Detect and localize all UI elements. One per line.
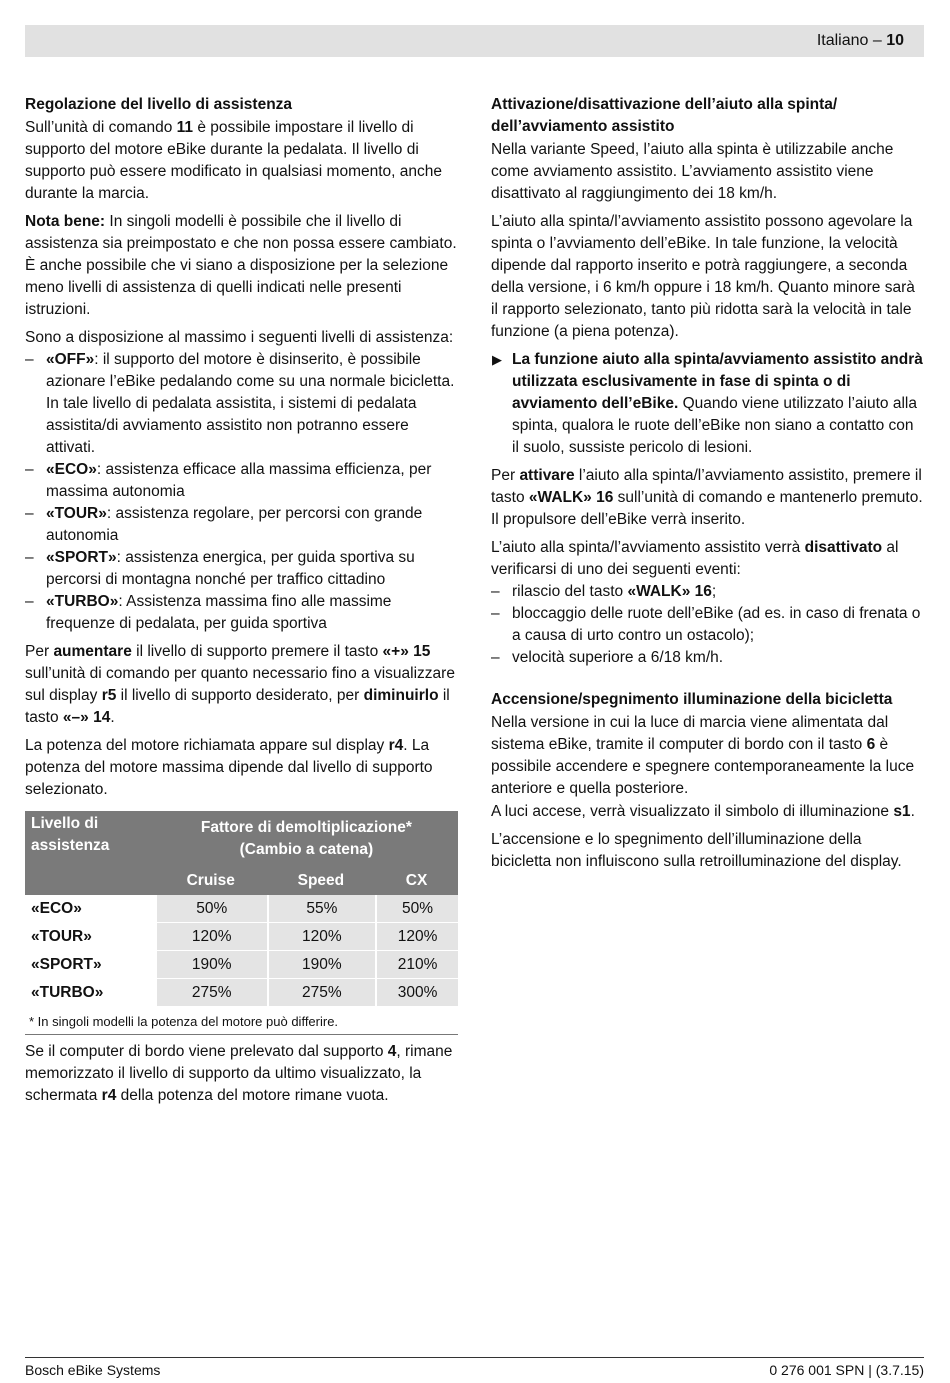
list-item: – «SPORT»: assistenza energica, per guida sportiva su percorsi di montagna nonché per traffico cittadino	[25, 547, 458, 591]
footer-document-code: 0 276 001 SPN | (3.7.15)	[769, 1362, 924, 1378]
table-cell: 50%	[375, 895, 458, 923]
table-cell: 120%	[267, 923, 375, 951]
table-cell: 275%	[267, 979, 375, 1007]
list-item: – bloccaggio delle ruote dell’eBike (ad es. in caso di frenata o a causa di urto contro un ostacolo);	[491, 603, 924, 647]
table-row	[25, 895, 458, 923]
table-footnote: * In singoli modelli la potenza del motore può differire.	[25, 1007, 458, 1035]
assistance-factor-table	[25, 811, 458, 1007]
list-item: – «TURBO»: Assistenza massima fino alle massime frequenze di pedalata, per guida sportiva	[25, 591, 458, 635]
table-subheader-cruise: Cruise	[155, 867, 267, 895]
section-title-lighting: Accensione/spegnimento illuminazione della bicicletta	[491, 691, 893, 708]
paragraph-levels-intro: Sono a disposizione al massimo i seguenti livelli di assistenza:	[25, 329, 454, 346]
warning-item: ▶ La funzione aiuto alla spinta/avviamento assistito andrà utilizzata esclusivamente in fase di spinta o di avviamento dell’eBike. Quando viene utilizzato l’aiuto alla spinta, qualora le ruote dell’eBike non siano a contatto con il suolo, sussiste pericolo di lesioni.	[492, 351, 923, 456]
paragraph-motor-power: La potenza del motore richiamata appare sul display r4. La potenza del motore massima dipende dal livello di supporto selezionato.	[25, 737, 433, 798]
list-item: – rilascio del tasto «WALK» 16;	[491, 581, 924, 603]
table-cell-level: «TOUR»	[25, 923, 155, 951]
page-number: 10	[886, 32, 904, 49]
paragraph-note: Nota bene: In singoli modelli è possibile che il livello di assistenza sia preimpostato e che non possa essere cambiato. È anche possibile che vi siano a disposizione per la selezione meno livelli di assistenza di quelli indicati nelle presenti istruzioni.	[25, 213, 457, 318]
footer-brand: Bosch eBike Systems	[25, 1362, 161, 1378]
deactivation-events-list	[491, 581, 924, 669]
paragraph-increase-decrease: Per aumentare il livello di supporto premere il tasto «+» 15 sull’unità di comando per quanto necessario fino a visualizzare sul display r5 il livello di supporto desiderato, per diminuirlo il tasto «–» 14.	[25, 643, 455, 726]
paragraph-push-assist-speed: L’aiuto alla spinta/l’avviamento assistito possono agevolare la spinta o l’avviamento dell’eBike. In tale funzione, la velocità dipende dal rapporto inserito e potrà raggiungere, a seconda della versione, i 6 km/h oppure i 18 km/h. Quanto minore sarà il rapporto selezionato, tanto più ridotta sarà la velocità in tale funzione (a piena potenza).	[491, 213, 915, 340]
table-cell: 210%	[375, 951, 458, 979]
table-cell: 190%	[267, 951, 375, 979]
triangle-bullet-icon: ▶	[492, 352, 502, 367]
paragraph-removed-computer: Se il computer di bordo viene prelevato dal supporto 4, rimane memorizzato il livello di supporto da ultimo visualizzato, la schermata r4 della potenza del motore rimane vuota.	[25, 1043, 453, 1104]
page-header	[25, 25, 924, 57]
paragraph-activate: Per attivare l’aiuto alla spinta/l’avviamento assistito, premere il tasto «WALK» 16 sull’unità di comando e mantenerlo premuto. Il propulsore dell’eBike verrà inserito.	[491, 467, 923, 528]
table-cell: 300%	[375, 979, 458, 1007]
table-subheader-cx: CX	[375, 867, 458, 895]
table-row	[25, 951, 458, 979]
paragraph-lighting-3: L’accensione e lo spegnimento dell’illuminazione della bicicletta non influiscono sulla retroilluminazione del display.	[491, 831, 902, 870]
left-column	[25, 94, 458, 1107]
paragraph-assistance-intro: Sull’unità di comando 11 è possibile impostare il livello di supporto del motore eBike durante la pedalata. Il livello di supporto può essere modificato in qualsiasi momento, anche durante la marcia.	[25, 119, 443, 202]
table-cell: 275%	[155, 979, 267, 1007]
header-language: Italiano	[816, 32, 869, 49]
table-cell-level: «ECO»	[25, 895, 155, 923]
footer-divider	[25, 1357, 924, 1358]
table-header-factor: Fattore di demoltiplicazione* (Cambio a catena)	[155, 811, 458, 867]
table-cell: 120%	[375, 923, 458, 951]
table-cell: 120%	[155, 923, 267, 951]
table-row	[25, 979, 458, 1007]
paragraph-speed-variant: Nella variante Speed, l’aiuto alla spinta è utilizzabile anche come avviamento assistito. L’avviamento assistito viene disattivato al raggiungimento dei 18 km/h.	[491, 141, 894, 202]
paragraph-deactivate: L’aiuto alla spinta/l’avviamento assistito verrà disattivato al verificarsi di uno dei seguenti eventi:	[491, 539, 899, 578]
list-item: – «ECO»: assistenza efficace alla massima efficienza, per massima autonomia	[25, 459, 458, 503]
table-row	[25, 923, 458, 951]
table-cell: 50%	[155, 895, 267, 923]
header-separator: –	[868, 32, 887, 49]
table-cell: 55%	[267, 895, 375, 923]
paragraph-lighting-1: Nella versione in cui la luce di marcia viene alimentata dal sistema eBike, tramite il computer di bordo con il tasto 6 è possibile accendere e spegnere contemporaneamente la luce anteriore e quella posteriore.	[491, 714, 915, 797]
header-page-label	[817, 30, 904, 52]
right-column	[491, 94, 924, 873]
table-header-level: Livello di assistenza	[25, 811, 155, 895]
table-subheader-speed: Speed	[267, 867, 375, 895]
table-cell: 190%	[155, 951, 267, 979]
list-item: – «OFF»: il supporto del motore è disinserito, è possibile azionare l’eBike pedalando come su una normale bicicletta. In tale livello di pedalata assistita, i sistemi di pedalata assistita/di avviamento assistito non potranno essere attivati.	[25, 349, 458, 459]
paragraph-lighting-2: A luci accese, verrà visualizzato il simbolo di illuminazione s1.	[491, 803, 915, 820]
list-item: – «TOUR»: assistenza regolare, per percorsi con grande autonomia	[25, 503, 458, 547]
list-item: – velocità superiore a 6/18 km/h.	[491, 647, 924, 669]
assistance-levels-list	[25, 349, 458, 635]
table-cell-level: «TURBO»	[25, 979, 155, 1007]
section-title-assistance-level: Regolazione del livello di assistenza	[25, 96, 293, 113]
section-title-push-assist: Attivazione/disattivazione dell’aiuto alla spinta/ dell’avviamento assistito	[491, 96, 838, 135]
table-cell-level: «SPORT»	[25, 951, 155, 979]
